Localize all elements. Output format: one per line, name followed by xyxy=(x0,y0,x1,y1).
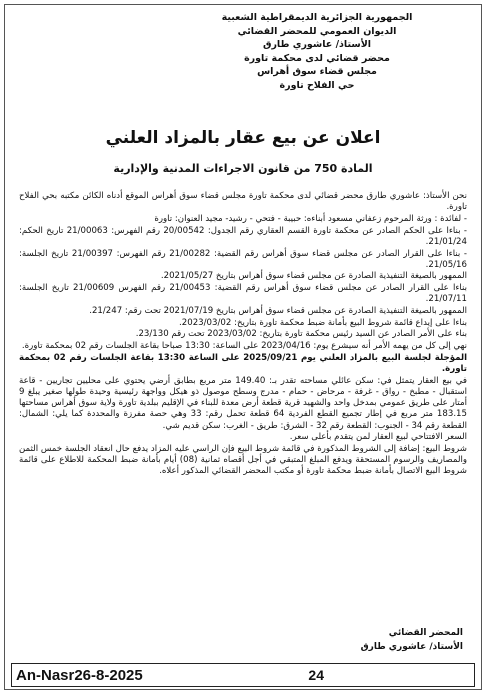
publication-label: An-Nasr26-8-2025 xyxy=(16,666,143,684)
paragraph-conditions-deposit: بناءا على إيداع قائمة شروط البيع بأمانة ضبط محكمة تاورة بتاريخ: 2023/03/02. xyxy=(179,317,467,328)
paragraph-auction-date: نهي إلى كل من يهمه الأمر أنه سيشرع يوم: 2023/04/16 على الساعة: 13:30 صباحا بقاعة الجلسات رقم 02 بمحكمة تاورة. xyxy=(21,341,467,352)
header-line-office: الديوان العمومي للمحضر القضائي xyxy=(237,25,397,37)
publication-footer xyxy=(11,663,475,687)
header-line-bailiff-name: الأستاذ/ عاشوري طارق xyxy=(262,39,372,51)
paragraph-beneficiaries: - لفائدة : ورثة المرحوم زعفاني مسعود أبناءه: حبيبة - فتحي - رشيد- مجيد العنوان: تاورة xyxy=(154,213,467,224)
signature-title: المحضر القضائي xyxy=(388,628,463,638)
paragraph-sale-conditions: شروط البيع: إضافة إلى الشروط المذكورة في قائمة شروط البيع فإن الراسي عليه المزاد يدفع حال انعقاد الجلسة خمس الثمن والمصاريف والرسوم المستحقة ويدفع المبلغ المتبقي في أجل أقصاه ثمانية (08) أيام بأمانة ضبط المحكمة للاطلاع على قائمة شروط البيع الاتصال بأمانة ضبط محكمة تاورة أو مكتب المحضر القضائي المذكور أعلاه. xyxy=(19,443,467,477)
header-line-court: محضر قضائي لدى محكمة تاورة xyxy=(244,52,390,64)
paragraph-president-order: بناء على الأمر الصادر عن السيد رئيس محكمة تاورة بتاريخ: 2023/03/02 تحت رقم 23/130. xyxy=(135,329,467,340)
header-line-address: حي الفلاح تاورة xyxy=(279,79,355,91)
paragraph-council-decision-2: بناءا على القرار الصادر عن مجلس قضاء سوق أهراس رقم القضية: 21/00453 رقم الفهرس 21/00609 تاريخ الجلسة: 21/07/11. xyxy=(19,283,467,305)
paragraph-property-description: في بيع العقار يتمثل في: سكن عائلي مساحته تقدر بـ: 149.40 متر مربع بطابق أرضي يحتوي على محليين تجاريين - قاعة استقبال - مطبخ - رواق - غرفة - مرحاض - حمام - مدرج وسطح موصول ذو هيكل وواجهة رئيسية وحيدة طولها صغير يبلغ 9 أمتار على طريق عمومي بمدخل واحد والشهيد قرية قطعة أرض معدة للبناء في الإقليم ببلدية تاورة ولاية سوق أهراس مساحتها 183.15 متر مربع في إطار تجميع القطع الفردية 64 قطعة تحمل رقم: 33 وهي حصة مفرزة والمحددة كما يلي: الشمال: القطعة رقم 34 - الجنوب: القطعة رقم 32 - الشرق: طريق - الغرب: سكن قديم شي. xyxy=(19,375,467,431)
paragraph-executory-formula-2: الممهور بالصيغة التنفيذية الصادرة عن مجلس قضاء سوق أهراس بتاريخ 2021/07/19 تحت رقم: 21/247. xyxy=(89,306,467,317)
legal-notice-page xyxy=(4,4,482,690)
paragraph-council-decision-1: - بناءا على القرار الصادر عن مجلس قضاء سوق أهراس رقم القضية: 21/00282 رقم الفهرس: 21/00397 تاريخ الجلسة: 21/05/16. xyxy=(19,248,467,270)
signature-block xyxy=(263,626,463,654)
page-number: 24 xyxy=(308,667,324,683)
paragraph-opening-price: السعر الافتتاحي لبيع العقار لمن يتقدم بأعلى سعر. xyxy=(289,432,467,443)
header-line-republic: الجمهورية الجزائرية الديمقراطية الشعبية xyxy=(221,12,413,23)
notice-title: اعلان عن بيع عقار بالمزاد العلني xyxy=(105,128,381,148)
paragraph-executory-formula-1: الممهور بالصيغة التنفيذية الصادرة عن مجلس قضاء سوق أهراس بتاريخ 2021/05/27. xyxy=(160,271,467,282)
paragraph-bailiff-intro: نحن الأستاذ: عاشوري طارق محضر قضائي لدى محكمة تاورة مجلس قضاء سوق أهراس الموقع أدناه الكائن مكتبه بحي الفلاح تاورة. xyxy=(19,191,467,213)
notice-subtitle: المادة 750 من قانون الاجراءات المدنية والإدارية xyxy=(113,162,373,175)
paragraph-court-ruling: - بناءا على الحكم الصادر عن محكمة تاورة القسم العقاري رقم الجدول: 20/00542 رقم الفهرس: 21/00063 تاريخ الحكم: 21/01/24. xyxy=(19,225,467,247)
header-line-council: مجلس قضاء سوق أهراس xyxy=(257,66,377,78)
paragraph-postponed-session: المؤجلة لجلسة البيع بالمزاد العلني يوم 2025/09/21 على الساعة 13:30 بقاعة الجلسات رقم 02 بمحكمة تاورة. xyxy=(19,352,468,375)
signature-name: الأستاذ/ عاشوري طارق xyxy=(360,642,463,652)
office-header xyxy=(167,11,467,93)
notice-body xyxy=(19,191,467,478)
